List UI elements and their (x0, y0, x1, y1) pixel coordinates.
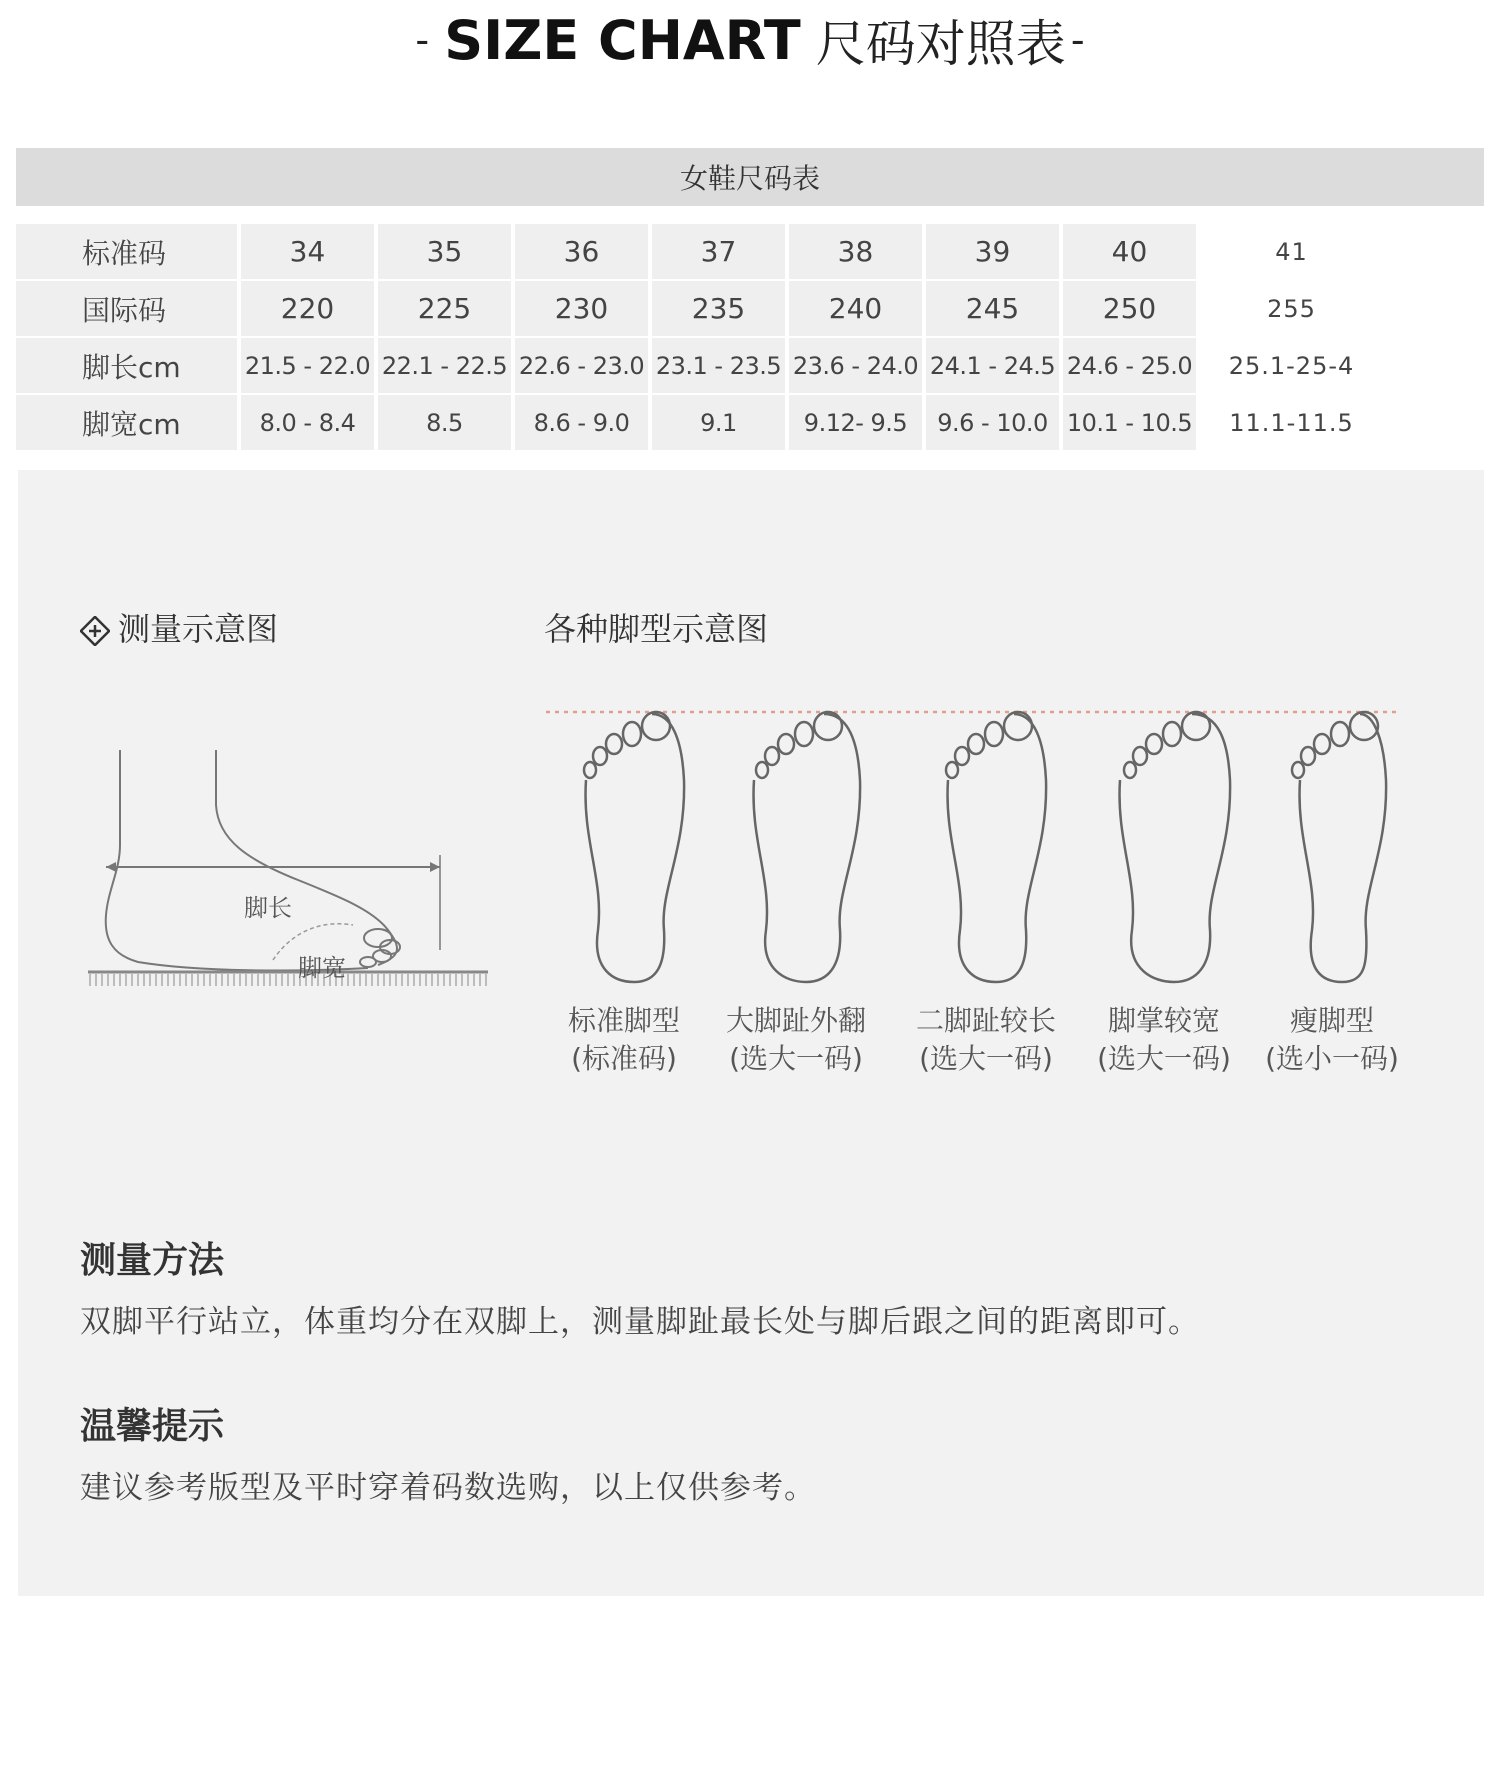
table-cell: 39 (926, 224, 1059, 279)
table-row-international (16, 281, 1484, 338)
table-cell: 22.1 - 22.5 (378, 338, 511, 393)
foot-type-name: 脚掌较宽 (1107, 1004, 1220, 1037)
table-cell: 24.1 - 24.5 (926, 338, 1059, 393)
foot-type-label (906, 1002, 1066, 1078)
table-cell: 35 (378, 224, 511, 279)
foot-types-illustration (538, 700, 1408, 1000)
table-cell: 22.6 - 23.0 (515, 338, 648, 393)
table-cell: 250 (1063, 281, 1196, 336)
table-cell: 8.6 - 9.0 (515, 395, 648, 450)
row-label: 脚长cm (16, 338, 237, 393)
table-cell: 38 (789, 224, 922, 279)
table-cell: 240 (789, 281, 922, 336)
foot-type-name: 标准脚型 (567, 1004, 680, 1037)
table-cell-last: 255 (1200, 281, 1383, 336)
table-cell: 10.1 - 10.5 (1063, 395, 1196, 450)
table-row-standard (16, 224, 1484, 281)
table-cell: 21.5 - 22.0 (241, 338, 374, 393)
foot-type-advice: (标准码) (571, 1042, 677, 1075)
length-label: 脚长 (244, 894, 292, 922)
title-english: SIZE CHART (444, 8, 801, 72)
title-dash-left: - (415, 18, 430, 62)
table-cell: 34 (241, 224, 374, 279)
table-cell: 9.6 - 10.0 (926, 395, 1059, 450)
size-table-header: 女鞋尺码表 (16, 148, 1484, 206)
foot-type-name: 二脚趾较长 (915, 1004, 1056, 1037)
foot-type-advice: (选大一码) (919, 1042, 1053, 1075)
foot-outline (946, 712, 1046, 982)
foot-type-advice: (选大一码) (1097, 1042, 1231, 1075)
table-cell: 245 (926, 281, 1059, 336)
tips-title: 温馨提示 (80, 1406, 225, 1447)
foot-type-advice: (选小一码) (1265, 1042, 1399, 1075)
foot-type-advice: (选大一码) (729, 1042, 863, 1075)
table-cell: 225 (378, 281, 511, 336)
info-panel (18, 470, 1484, 1596)
table-cell: 36 (515, 224, 648, 279)
table-cell: 235 (652, 281, 785, 336)
foot-type-name: 大脚趾外翻 (725, 1004, 866, 1037)
tips-text: 建议参考版型及平时穿着码数选购，以上仅供参考。 (80, 1470, 816, 1506)
method-title: 测量方法 (80, 1240, 225, 1281)
foot-types-title: 各种脚型示意图 (544, 610, 769, 648)
table-cell: 8.0 - 8.4 (241, 395, 374, 450)
table-cell: 9.12- 9.5 (789, 395, 922, 450)
foot-outline (754, 712, 861, 982)
table-cell: 37 (652, 224, 785, 279)
table-cell: 23.1 - 23.5 (652, 338, 785, 393)
foot-side-illustration (78, 750, 498, 1010)
table-cell: 9.1 (652, 395, 785, 450)
row-label: 标准码 (16, 224, 237, 279)
table-cell: 230 (515, 281, 648, 336)
table-cell-last: 41 (1200, 224, 1383, 279)
measure-title-text: 测量示意图 (118, 610, 279, 648)
foot-outline (584, 712, 684, 982)
table-cell: 23.6 - 24.0 (789, 338, 922, 393)
foot-outline (1120, 712, 1231, 982)
page-title (0, 0, 1500, 80)
title-dash-right: - (1070, 18, 1085, 62)
table-row-foot-width (16, 395, 1484, 452)
table-cell: 220 (241, 281, 374, 336)
diamond-icon (80, 616, 110, 646)
foot-type-label (716, 1002, 876, 1078)
row-label: 国际码 (16, 281, 237, 336)
table-row-foot-length (16, 338, 1484, 395)
measure-section-title (80, 604, 278, 650)
method-text: 双脚平行站立，体重均分在双脚上，测量脚趾最长处与脚后跟之间的距离即可。 (80, 1304, 1200, 1340)
foot-outline (1292, 712, 1386, 982)
table-cell-last: 25.1-25-4 (1200, 338, 1383, 393)
row-label: 脚宽cm (16, 395, 237, 450)
table-cell-last: 11.1-11.5 (1200, 395, 1383, 450)
foot-type-label (1252, 1002, 1412, 1078)
foot-type-name: 瘦脚型 (1289, 1004, 1374, 1037)
foot-type-label (544, 1002, 704, 1078)
table-cell: 24.6 - 25.0 (1063, 338, 1196, 393)
size-table (16, 224, 1484, 452)
table-cell: 8.5 (378, 395, 511, 450)
table-cell: 40 (1063, 224, 1196, 279)
width-label: 脚宽 (298, 954, 346, 982)
foot-type-label (1084, 1002, 1244, 1078)
title-chinese: 尺码对照表 (815, 15, 1066, 73)
